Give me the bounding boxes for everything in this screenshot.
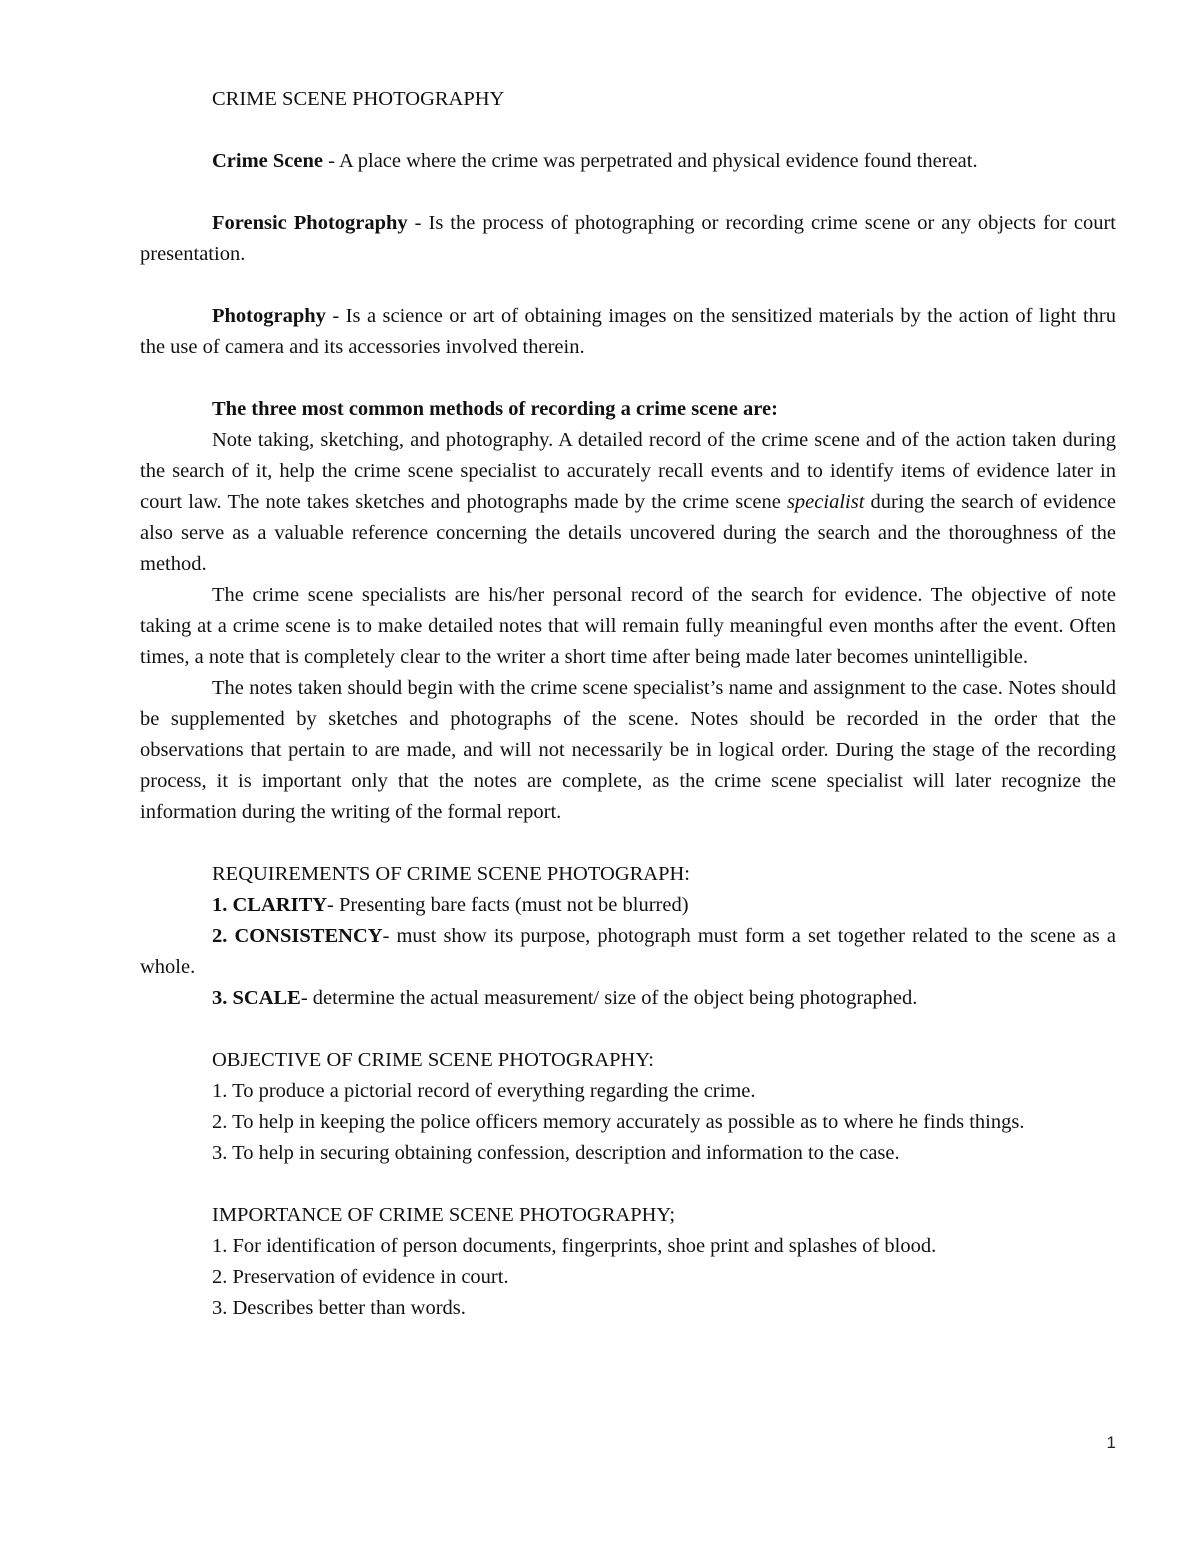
paragraph-text: during the search of evidence also serve as a valuable reference concerning the details uncovered during the search and the thoroughness of the method. [140,491,1116,575]
definition-text: - Is the process of photographing or recording crime scene or any objects for court presentation. [140,212,1116,265]
requirement-item-clarity [140,890,1116,921]
methods-paragraph-1 [140,425,1116,580]
definition-text: - Is a science or art of obtaining images on the sensitized materials by the action of light thru the use of camera and its accessories involved therein. [140,305,1116,358]
definition-term: Crime Scene [212,150,323,172]
objectives-heading: OBJECTIVE OF CRIME SCENE PHOTOGRAPHY: [212,1049,654,1071]
importance-item: 1. For identification of person documents, fingerprints, shoe print and splashes of blood. [212,1235,937,1257]
spacer [140,828,1116,859]
definition-crime-scene [140,146,1116,177]
spacer [140,363,1116,394]
spacer [140,1169,1116,1200]
definition-text: - A place where the crime was perpetrated and physical evidence found thereat. [323,150,978,172]
methods-heading: The three most common methods of recording a crime scene are: [212,398,778,420]
italic-word-specialist: specialist [786,491,865,513]
methods-paragraph-3: The notes taken should begin with the crime scene specialist’s name and assignment to the case. Notes should be supplemented by sketches and photographs of the scene. Notes should be recorded in the order that the observations that pertain to are made, and will not necessarily be in logical order. During the stage of the recording process, it is important only that the notes are complete, as the crime scene specialist will later recognize the information during the writing of the formal report. [140,677,1116,823]
spacer [140,177,1116,208]
definition-term: Forensic Photography [212,212,408,234]
requirement-item-scale [140,983,1116,1014]
page-number: 1 [1106,1433,1116,1452]
requirement-label: 1. CLARITY [212,894,328,916]
importance-item: 3. Describes better than words. [212,1297,466,1319]
requirement-text: - Presenting bare facts (must not be blurred) [327,894,689,916]
importance-item: 2. Preservation of evidence in court. [212,1266,509,1288]
document-title: CRIME SCENE PHOTOGRAPHY [212,88,505,110]
requirement-item-consistency [140,921,1116,983]
spacer [140,270,1116,301]
requirement-label: 3. SCALE [212,987,301,1009]
definition-photography [140,301,1116,363]
definition-term: Photography [212,305,326,327]
document-page [140,84,1116,1324]
requirement-label: 2. CONSISTENCY [212,925,383,947]
importance-heading: IMPORTANCE OF CRIME SCENE PHOTOGRAPHY; [212,1204,676,1226]
requirement-text: - must show its purpose, photograph must form a set together related to the scene as a whole. [140,925,1116,978]
spacer [140,1014,1116,1045]
spacer [140,115,1116,146]
definition-forensic-photography [140,208,1116,270]
objective-item: 2. To help in keeping the police officers memory accurately as possible as to where he finds things. [212,1111,1025,1133]
requirements-heading: REQUIREMENTS OF CRIME SCENE PHOTOGRAPH: [212,863,691,885]
objective-item: 1. To produce a pictorial record of everything regarding the crime. [212,1080,756,1102]
methods-paragraph-2: The crime scene specialists are his/her personal record of the search for evidence. The objective of note taking at a crime scene is to make detailed notes that will remain fully meaningful even months after the event. Often times, a note that is completely clear to the writer a short time after being made later becomes unintelligible. [140,584,1116,668]
paragraph-text: Note taking, sketching, and photography. A detailed record of the crime scene and of the action taken during the search of it, help the crime scene specialist to accurately recall events and to identify items of evidence later in court law. The note takes sketches and photographs made by the crime scene [140,429,1116,513]
objective-item: 3. To help in securing obtaining confession, description and information to the case. [212,1142,900,1164]
requirement-text: - determine the actual measurement/ size of the object being photographed. [300,987,918,1009]
